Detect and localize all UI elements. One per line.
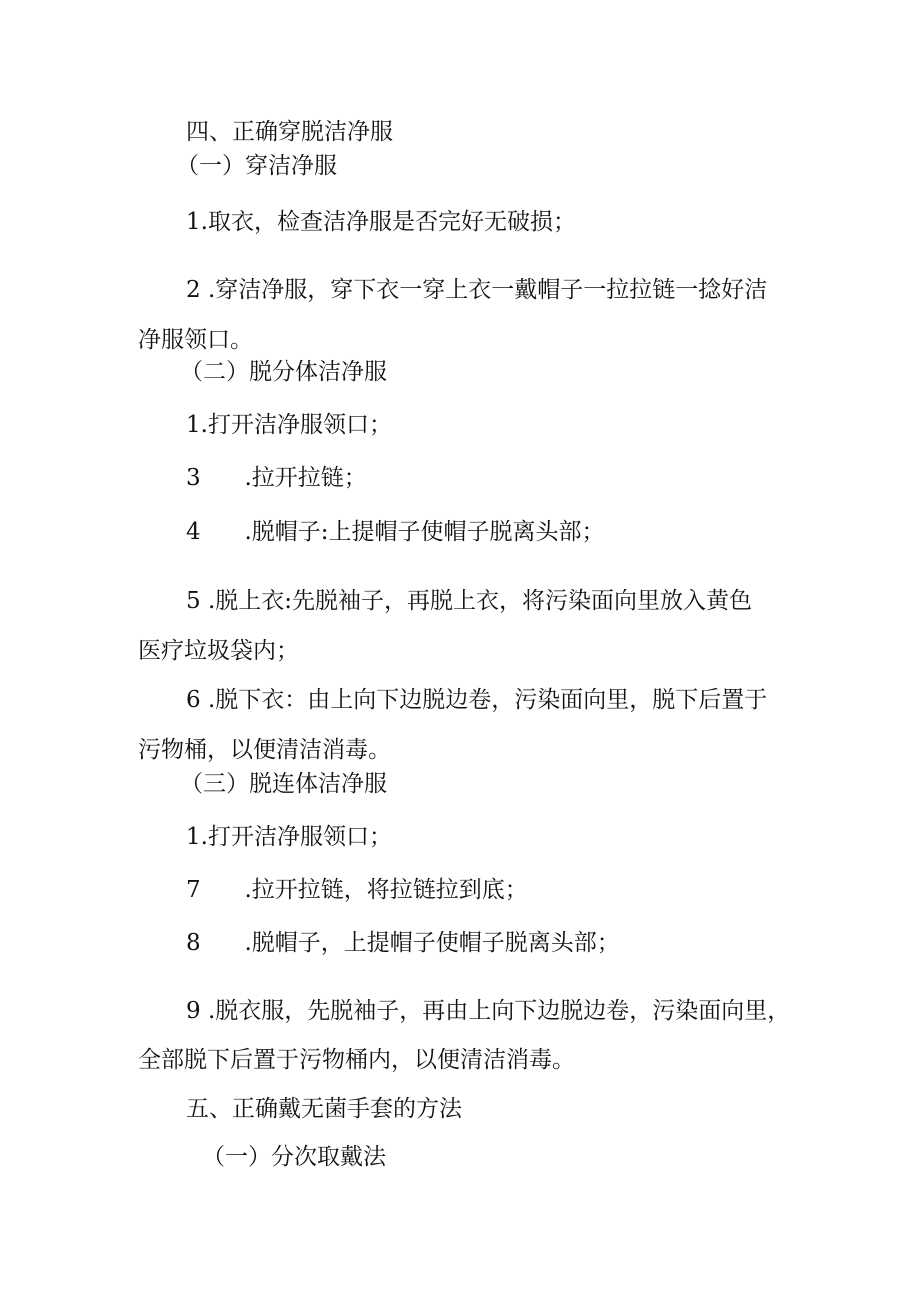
subsection-heading-3: （三）脱连体洁净服 <box>180 771 387 797</box>
step-continuation: 全部脱下后置于污物桶内，以便清洁消毒。 <box>138 1047 575 1073</box>
step-text: 9 .脱衣服，先脱袖子，再由上向下边脱边卷，污染面向里， <box>186 998 791 1024</box>
step-text: 1.打开洁净服领口； <box>186 824 392 850</box>
step-continuation: 医疗垃圾袋内； <box>138 638 299 664</box>
step-text: 1.取衣，检查洁净服是否完好无破损； <box>186 209 576 235</box>
step-text: 4 .脱帽子:上提帽子使帽子脱离头部； <box>186 519 605 545</box>
section-heading-5: 五、正确戴无菌手套的方法 <box>186 1096 462 1122</box>
step-text: 1.打开洁净服领口； <box>186 412 392 438</box>
step-text: 8 .脱帽子，上提帽子使帽子脱离头部； <box>186 930 620 956</box>
subsection-heading-1: （一）穿洁净服 <box>176 153 337 179</box>
step-text: 3 .拉开拉链； <box>186 465 367 491</box>
step-continuation: 污物桶，以便清洁消毒。 <box>138 737 391 763</box>
section-heading-4: 四、正确穿脱洁净服 <box>186 119 393 145</box>
subsection-heading-2: （二）脱分体洁净服 <box>180 359 387 385</box>
step-continuation: 净服领口。 <box>138 327 253 353</box>
step-text: 5 .脱上衣:先脱袖子，再脱上衣，将污染面向里放入黄色 <box>186 588 753 614</box>
step-text: 2 .穿洁净服，穿下衣一穿上衣一戴帽子一拉拉链一捻好洁 <box>186 277 768 303</box>
step-text: 6 .脱下衣：由上向下边脱边卷，污染面向里，脱下后置于 <box>186 687 768 713</box>
step-text: 7 .拉开拉链，将拉链拉到底； <box>186 877 528 903</box>
subsection-heading-1: （一）分次取戴法 <box>202 1144 386 1170</box>
